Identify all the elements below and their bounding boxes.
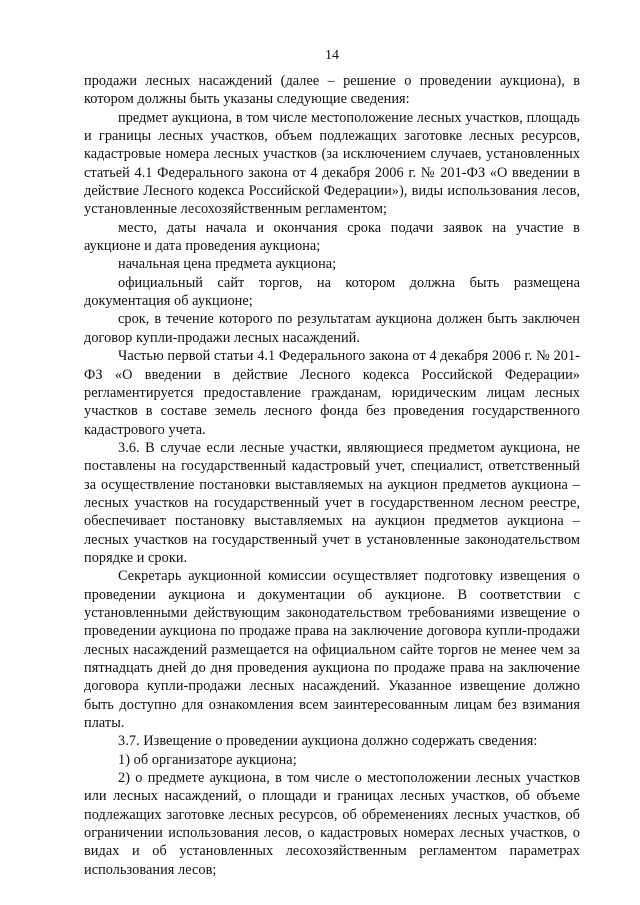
paragraph: Секретарь аукционной комиссии осуществляет подготовку извещения о проведении аукциона и документации об аукционе. В соответствии с установленными действующим законодательством требованиями извещение о проведении аукциона по продаже права на заключение договора купли-продажи лесных насаждений размещается на официальном сайте торгов не менее чем за пятнадцать дней до дня проведения аукциона по продаже права на заключение договора купли-продажи лесных насаждений. Указанное извещение должно быть доступно для ознакомления всем заинтересованным лицам без взимания платы. [84,568,580,732]
paragraph: 3.7. Извещение о проведении аукциона должно содержать сведения: [118,733,538,750]
paragraph: предмет аукциона, в том числе местоположение лесных участков, площадь и границы лесных участков, объем подлежащих заготовке лесных ресурсов, кадастровые номера лесных участков (за исключением случаев, установленных статьей 4.1 Федерального закона от 4 декабря 2006 г. № 201-ФЗ «О введении в действие Лесного кодекса Российской Федерации»), виды использования лесов, установленные лесохозяйственным регламентом; [84,109,580,218]
document-page [84,48,580,879]
paragraph: 1) об организаторе аукциона; [118,751,297,768]
paragraph: начальная цена предмета аукциона; [118,256,337,273]
page-number: 14 [325,48,339,63]
paragraph: 3.6. В случае если лесные участки, являющиеся предметом аукциона, не поставлены на государственный кадастровый учет, специалист, ответственный за осуществление постановки выставляемых на аукцион предметов аукциона – лесных участков на государственный учет в государственном лесном реестре, обеспечивает постановку выставляемых на аукцион предметов аукциона – лесных участков на государственный учет в установленные законодательством порядке и сроки. [84,439,580,566]
paragraph: Частью первой статьи 4.1 Федерального закона от 4 декабря 2006 г. № 201-ФЗ «О введении в действие Лесного кодекса Российской Федерации» регламентируется предоставление гражданам, юридическим лицам лесных участков в составе земель лесного фонда без проведения государственного кадастрового учета. [84,348,580,438]
paragraph: место, даты начала и окончания срока подачи заявок на участие в аукционе и дата проведения аукциона; [84,219,580,255]
paragraph: продажи лесных насаждений (далее – решение о проведении аукциона), в котором должны быть указаны следующие сведения: [84,73,580,108]
paragraph: 2) о предмете аукциона, в том числе о местоположении лесных участков или лесных насаждений, о площади и границах лесных участков, об объеме подлежащих заготовке лесных ресурсов, об обременениях лесных участков, об ограничении использования лесов, о кадастровых номерах лесных участков, о видах и об установленных лесохозяйственным регламентом параметрах использования лесов; [84,770,580,878]
paragraph: официальный сайт торгов, на котором должна быть размещена документация об аукционе; [84,274,580,310]
paragraph: срок, в течение которого по результатам аукциона должен быть заключен договор купли-продажи лесных насаждений. [84,311,580,346]
document-body [84,72,580,879]
